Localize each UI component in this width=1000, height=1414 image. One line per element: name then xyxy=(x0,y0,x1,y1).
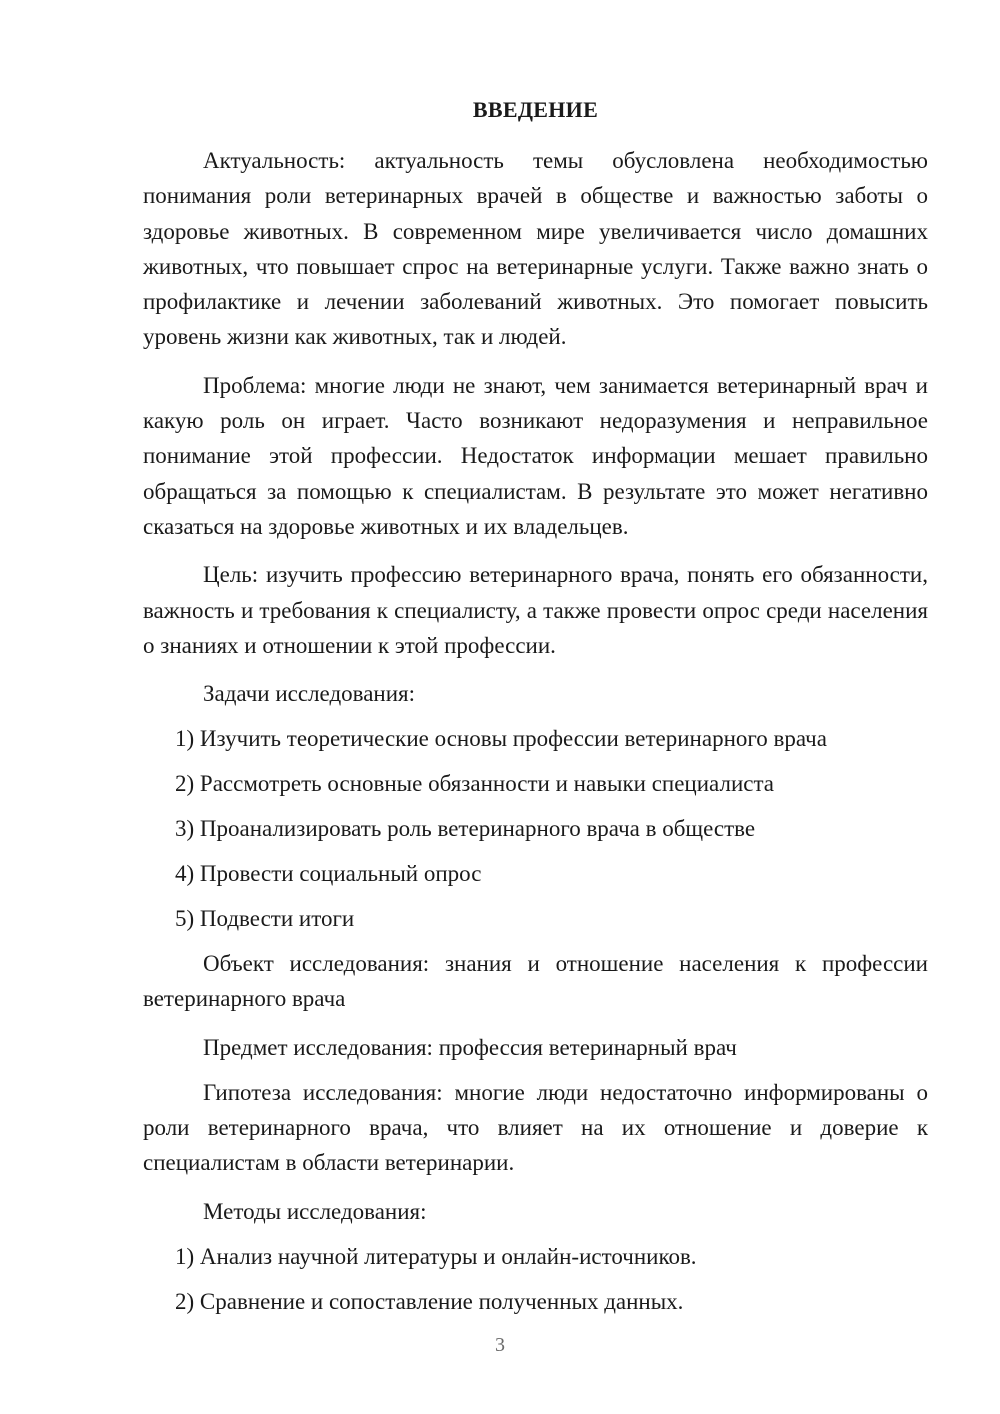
list-item: 3) Проанализировать роль ветеринарного врача в обществе xyxy=(175,816,756,842)
document-page xyxy=(143,96,928,1329)
goal-paragraph: Цель: изучить профессию ветеринарного врача, понять его обязанности, важность и требования к специалисту, а также провести опрос среди населения о знаниях и отношении к этой профессии. xyxy=(143,562,928,658)
list-item: 2) Рассмотреть основные обязанности и навыки специалиста xyxy=(175,771,774,797)
list-item: 1) Анализ научной литературы и онлайн-источников. xyxy=(175,1243,697,1269)
list-item: 4) Провести социальный опрос xyxy=(175,861,482,887)
list-item: 1) Изучить теоретические основы профессии ветеринарного врача xyxy=(175,726,827,752)
relevance-paragraph: Актуальность: актуальность темы обусловлена необходимостью понимания роли ветеринарных врачей в обществе и важностью заботы о здоровье животных. В современном мире увеличивается число домашних животных, что повышает спрос на ветеринарные услуги. Также важно знать о профилактике и лечении заболеваний животных. Это помогает повысить уровень жизни как животных, так и людей. xyxy=(143,148,928,350)
list-item: 2) Сравнение и сопоставление полученных данных. xyxy=(175,1288,684,1314)
list-item: 5) Подвести итоги xyxy=(175,906,355,932)
subject-paragraph: Предмет исследования: профессия ветеринарный врач xyxy=(203,1034,737,1060)
methods-heading: Методы исследования: xyxy=(203,1198,427,1224)
tasks-list xyxy=(143,721,928,936)
page-number: 3 xyxy=(495,1334,505,1356)
problem-paragraph: Проблема: многие люди не знают, чем занимается ветеринарный врач и какую роль он играет. Часто возникают недоразумения и неправильное понимание этой профессии. Недостаток информации мешает правильно обращаться за помощью к специалистам. В результате это может негативно сказаться на здоровье животных и их владельцев. xyxy=(143,372,928,539)
hypothesis-paragraph: Гипотеза исследования: многие люди недостаточно информированы о роли ветеринарного врача, что влияет на их отношение и доверие к специалистам в области ветеринарии. xyxy=(143,1079,928,1176)
methods-list xyxy=(143,1239,928,1319)
object-paragraph: Объект исследования: знания и отношение населения к профессии ветеринарного врача xyxy=(143,951,928,1012)
document-title: ВВЕДЕНИЕ xyxy=(472,97,599,122)
tasks-heading: Задачи исследования: xyxy=(203,681,416,707)
